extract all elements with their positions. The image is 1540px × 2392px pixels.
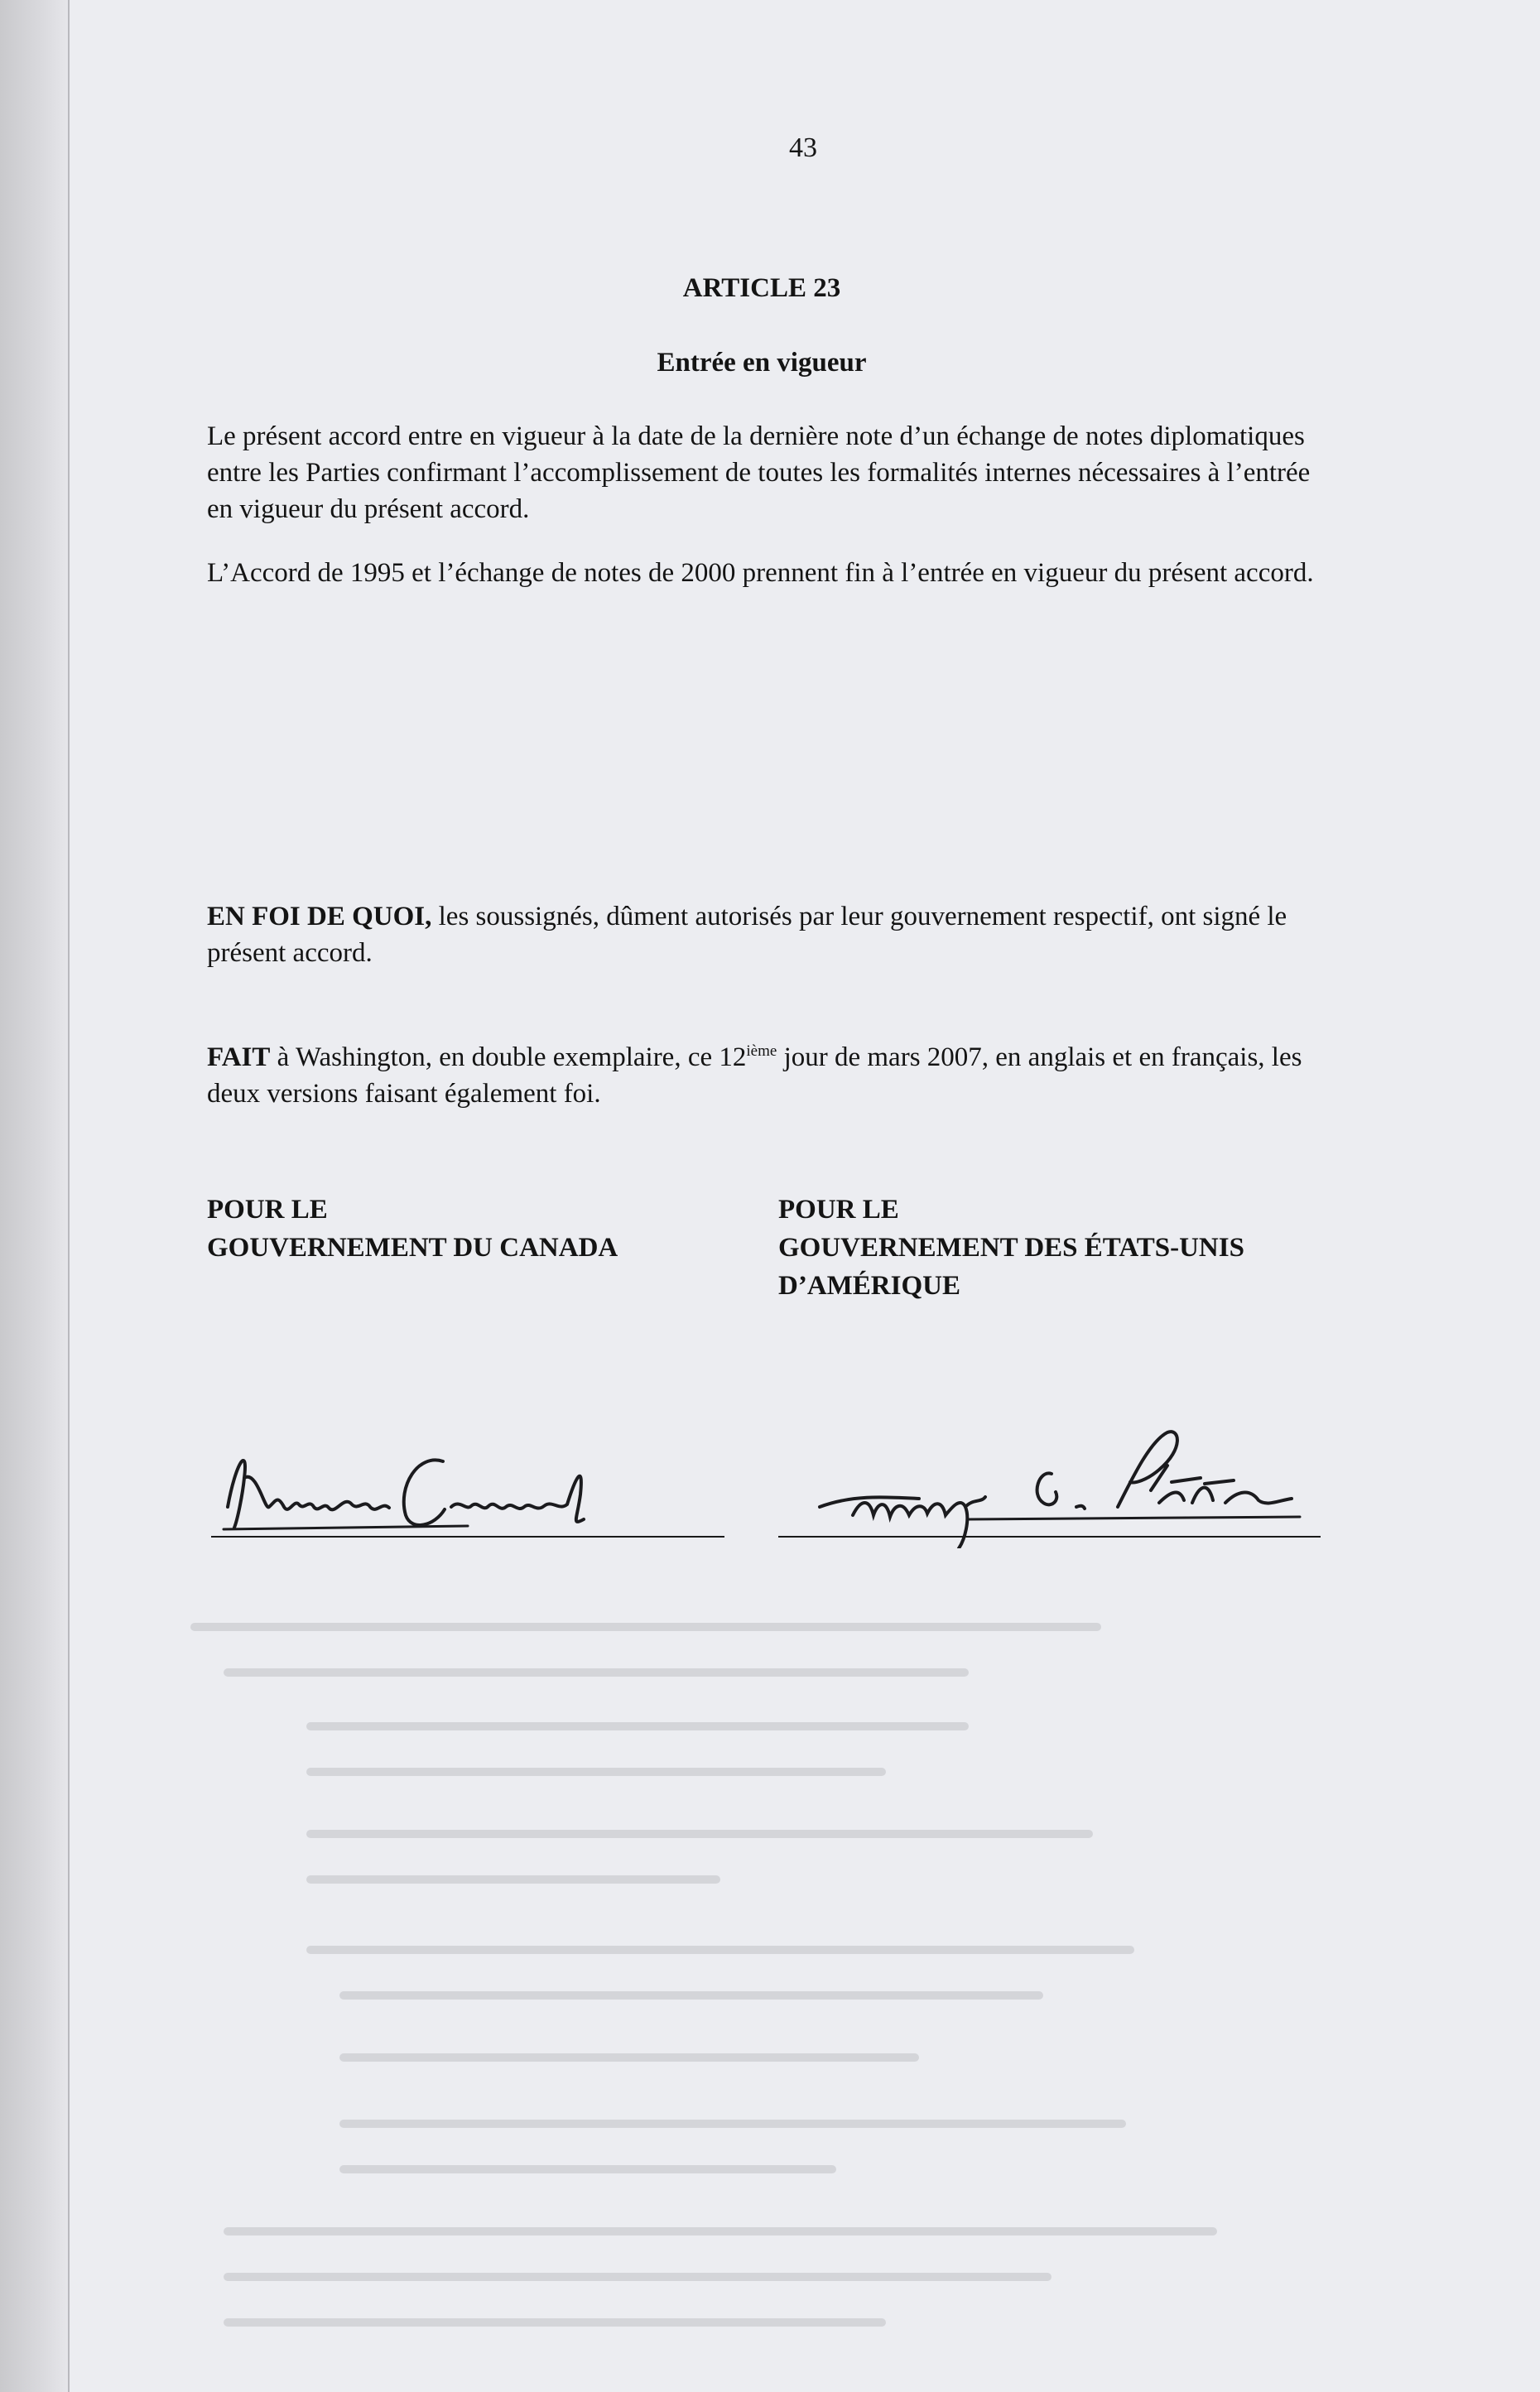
done-at-text-2: jour de mars 2007, en anglais et en français, les deux versions faisant également foi. [207,1042,1302,1109]
paragraph-in-witness [207,898,1316,971]
in-witness-text: les soussignés, dûment autorisés par leur gouvernement respectif, ont signé le présent accord. [207,902,1287,968]
signature-canada [219,1428,683,1544]
paragraph-done-at [207,1039,1316,1112]
done-at-lead: FAIT [207,1042,271,1072]
signatory-usa-line3: D’AMÉRIQUE [778,1271,960,1301]
signatory-canada-line2: GOUVERNEMENT DU CANADA [207,1233,618,1263]
article-title: ARTICLE 23 [682,273,841,303]
in-witness-lead: EN FOI DE QUOI, [207,902,432,931]
done-at-superscript: ième [746,1042,777,1060]
done-at-text-1: à Washington, en double exemplaire, ce 12 [270,1042,747,1072]
signature-line-canada [211,1536,724,1538]
signatory-usa-line1: POUR LE [778,1195,899,1225]
signatory-canada [207,1191,618,1267]
signatory-canada-line1: POUR LE [207,1195,328,1225]
paragraph-entry-into-force: Le présent accord entre en vigueur à la date de la dernière note d’un échange de notes diplomatiques entre les Parties confirmant l’accomplissement de toutes les formalités internes nécessaires à l’entrée en vigueur du présent accord. [207,421,1311,524]
page-number: 43 [789,132,817,163]
book-spine-shadow [0,0,70,2392]
signature-usa [803,1424,1316,1548]
article-subtitle: Entrée en vigueur [657,348,867,378]
signatory-usa-line2: GOUVERNEMENT DES ÉTATS-UNIS [778,1233,1244,1263]
show-through-text [190,1557,1350,2351]
signature-line-usa [778,1536,1321,1538]
paragraph-termination: L’Accord de 1995 et l’échange de notes de 2000 prennent fin à l’entrée en vigueur du présent accord. [207,558,1314,588]
signatory-usa [778,1191,1244,1305]
